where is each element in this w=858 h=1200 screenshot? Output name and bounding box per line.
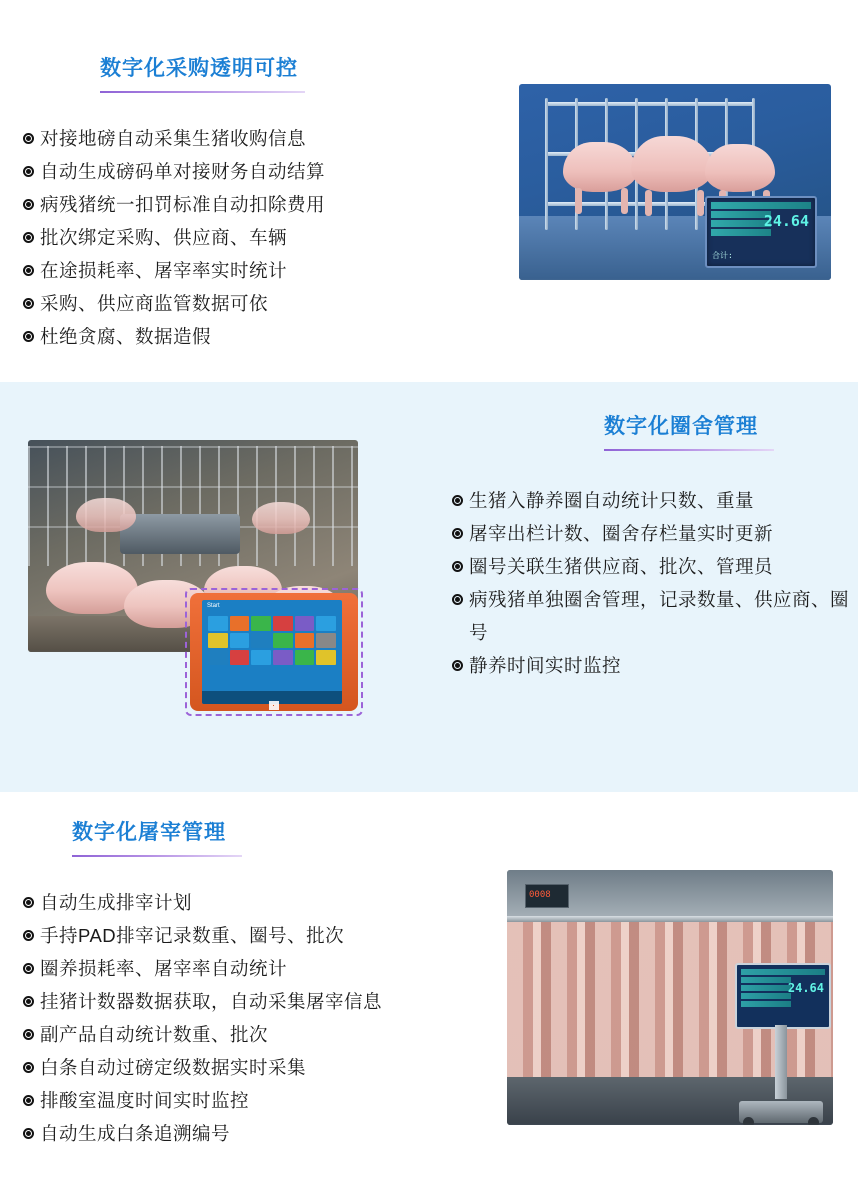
feeding-trough — [120, 514, 240, 554]
pig-leg — [697, 190, 704, 216]
list-item-label: 自动生成白条追溯编号 — [40, 1123, 231, 1144]
list-item — [23, 155, 493, 188]
heading-underline — [100, 91, 305, 93]
bullet-dot-icon — [23, 320, 38, 353]
bullet-dot-icon — [23, 155, 38, 188]
bullet-dot-icon — [452, 649, 467, 682]
list-item — [23, 1051, 493, 1084]
bullet-dot-icon — [23, 1117, 38, 1150]
list-item — [23, 1084, 493, 1117]
bullet-dot-icon — [23, 221, 38, 254]
windows-logo-icon — [269, 701, 279, 710]
list-item — [452, 484, 852, 517]
list-item-label: 自动生成磅码单对接财务自动结算 — [40, 161, 326, 182]
bullet-dot-icon — [23, 122, 38, 155]
counter-display — [525, 884, 569, 908]
list-item-label: 排酸室温度时间实时监控 — [40, 1090, 250, 1111]
pig — [705, 144, 775, 192]
bullet-dot-icon — [452, 550, 467, 583]
scale-kiosk — [735, 963, 827, 1123]
scale-total: 合计: — [712, 251, 733, 260]
weighing-display — [705, 196, 817, 268]
kiosk-display — [735, 963, 831, 1029]
bullet-dot-icon — [23, 254, 38, 287]
rugged-tablet-device[interactable] — [185, 588, 363, 716]
slaughter-bullet-list — [23, 886, 493, 1150]
page-title-slaughter: 数字化屠宰管理 — [72, 821, 226, 844]
list-item — [23, 320, 493, 353]
procurement-bullet-list — [23, 122, 493, 353]
list-item-label: 杜绝贪腐、数据造假 — [40, 326, 212, 347]
list-item-label: 在途损耗率、屠宰率实时统计 — [40, 260, 288, 281]
list-item — [23, 122, 493, 155]
list-item — [23, 919, 493, 952]
section-procurement — [0, 0, 858, 382]
list-item — [452, 517, 852, 550]
pig — [76, 498, 136, 532]
procurement-heading-block — [100, 52, 305, 93]
list-item — [23, 886, 493, 919]
list-item — [23, 952, 493, 985]
scale-reading: 24.64 — [763, 212, 809, 230]
bullet-dot-icon — [23, 1051, 38, 1084]
list-item-label: 圈号关联生猪供应商、批次、管理员 — [469, 556, 774, 577]
bullet-dot-icon — [452, 484, 467, 517]
tile-grid — [208, 616, 336, 686]
heading-underline — [604, 449, 774, 451]
list-item — [23, 1018, 493, 1051]
list-item — [23, 254, 493, 287]
list-item — [23, 985, 493, 1018]
pigs-in-pen-photo — [519, 84, 831, 280]
bullet-dot-icon — [23, 919, 38, 952]
bullet-dot-icon — [452, 517, 467, 550]
bullet-dot-icon — [23, 287, 38, 320]
pen-heading-block — [604, 410, 774, 451]
slaughter-heading-block — [72, 816, 242, 857]
counter-reading: 0008 — [529, 890, 551, 900]
bullet-dot-icon — [23, 985, 38, 1018]
start-label: Start — [207, 603, 220, 609]
list-item — [452, 649, 852, 682]
list-item-label: 静养时间实时监控 — [469, 655, 622, 676]
pig-leg — [621, 188, 628, 214]
list-item — [23, 1117, 493, 1150]
kiosk-wheel — [808, 1117, 819, 1125]
list-item-label: 屠宰出栏计数、圈舍存栏量实时更新 — [469, 523, 774, 544]
kiosk-reading: 24.64 — [787, 981, 824, 995]
pig — [252, 502, 310, 534]
kiosk-post — [775, 1025, 787, 1099]
list-item-label: 对接地磅自动采集生猪收购信息 — [40, 128, 307, 149]
list-item-label: 副产品自动统计数重、批次 — [40, 1024, 269, 1045]
list-item-label: 病残猪统一扣罚标准自动扣除费用 — [40, 194, 326, 215]
bullet-dot-icon — [23, 886, 38, 919]
list-item — [452, 550, 852, 583]
list-item — [23, 287, 493, 320]
list-item — [23, 188, 493, 221]
heading-underline — [72, 855, 242, 857]
list-item-label: 自动生成排宰计划 — [40, 892, 193, 913]
slaughter-line-photo — [507, 870, 833, 1125]
list-item-label: 圈养损耗率、屠宰率自动统计 — [40, 958, 288, 979]
bullet-dot-icon — [23, 1084, 38, 1117]
bullet-dot-icon — [23, 188, 38, 221]
bullet-dot-icon — [452, 583, 467, 616]
bullet-dot-icon — [23, 1018, 38, 1051]
list-item-label: 采购、供应商监管数据可依 — [40, 293, 269, 314]
bullet-dot-icon — [23, 952, 38, 985]
list-item-label: 病残猪单独圈舍管理，记录数量、供应商、圈号 — [469, 589, 850, 643]
pig — [563, 142, 637, 192]
tablet-body — [190, 593, 358, 711]
pig-leg — [645, 190, 652, 216]
kiosk-wheel — [743, 1117, 754, 1125]
list-item-label: 白条自动过磅定级数据实时采集 — [40, 1057, 307, 1078]
tablet-screen[interactable] — [202, 600, 342, 704]
pen-bullet-list — [452, 484, 852, 682]
list-item-label: 生猪入静养圈自动统计只数、重量 — [469, 490, 755, 511]
list-item-label: 批次绑定采购、供应商、车辆 — [40, 227, 288, 248]
pig-leg — [575, 188, 582, 214]
list-item — [23, 221, 493, 254]
page-title-pen: 数字化圈舍管理 — [604, 415, 758, 438]
list-item-label: 手持PAD排宰记录数重、圈号、批次 — [40, 925, 345, 946]
list-item-label: 挂猪计数器数据获取，自动采集屠宰信息 — [40, 991, 383, 1012]
pig — [631, 136, 713, 192]
list-item — [452, 583, 852, 649]
page-title-procurement: 数字化采购透明可控 — [100, 57, 298, 80]
